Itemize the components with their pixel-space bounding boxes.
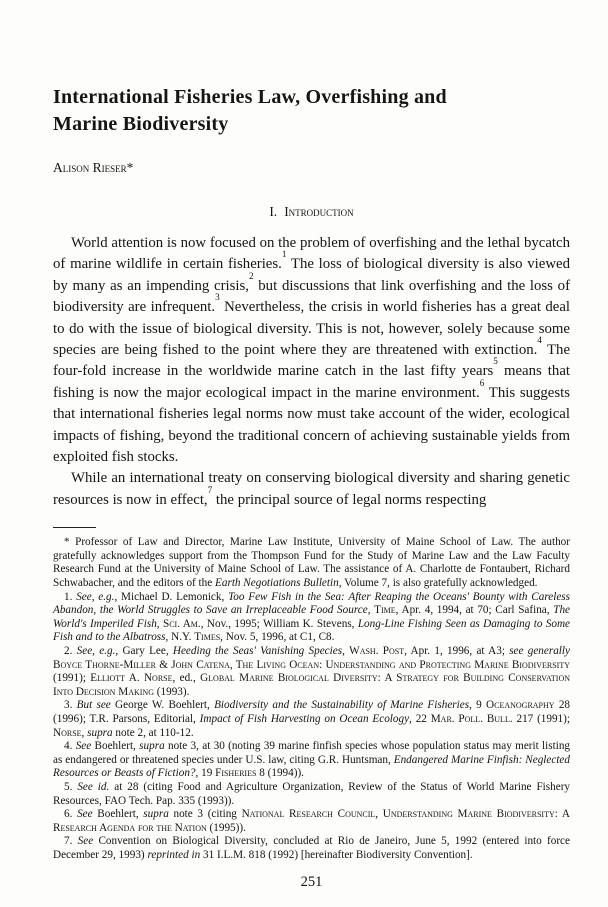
text-segment: , Gary Lee, <box>115 645 173 658</box>
text-segment: but discussions that link overfishing and the loss of biodiversity are infrequent. <box>53 277 571 316</box>
text-segment: note 3 (citing <box>168 808 242 821</box>
text-segment: 1. <box>64 590 77 603</box>
text-segment: , Michael D. Lemonick, <box>114 590 229 603</box>
text-segment: Oceanography <box>486 699 555 712</box>
text-segment: , <box>342 645 350 658</box>
author-name: Alison Rieser <box>53 160 127 175</box>
footnote-5 <box>53 781 570 808</box>
text-segment: Fisheries <box>215 767 257 780</box>
footnote-ref: 3 <box>215 292 220 303</box>
text-segment: note 2, at 110-12. <box>112 726 194 739</box>
footnote-2 <box>53 645 570 699</box>
text-segment: means that fishing is now the major ecological impact in the marine environment. <box>53 363 570 401</box>
body-paragraph-2 <box>53 468 570 511</box>
text-segment: See, e.g. <box>76 590 115 603</box>
text-segment: note 3, at 30 (noting 39 marine finfish species whose population status may merit listing as endangered or threatened species under U.S. law, citing G.R. Huntsman, <box>53 740 571 766</box>
text-segment: National Research Council, Understanding Marine Biodiversity: A Research Agenda for the Nation <box>53 808 571 834</box>
text-segment: Mar. Poll. Bull. <box>430 713 513 725</box>
text-segment: , 22 <box>409 713 431 725</box>
text-segment: See <box>75 740 92 753</box>
text-segment: 31 I.L.M. 818 (1992) [hereinafter Biodiversity Convention]. <box>200 848 473 861</box>
section-heading <box>53 204 570 220</box>
footnote-ref: 5 <box>493 356 498 367</box>
text-segment: , <box>156 617 163 630</box>
text-segment: 217 (1991); <box>512 713 571 725</box>
text-segment: supra <box>139 740 165 753</box>
text-segment: (1991); <box>53 672 91 685</box>
text-segment: , 9 <box>469 699 487 712</box>
text-segment: Biodiversity and the Sustainability of Marine Fisheries <box>214 699 470 712</box>
article-title-line-2: Marine Biodiversity <box>53 113 229 135</box>
text-segment: Nevertheless, the crisis in world fisheries has a great deal to do with the issue of biological diversity. This is not, however, solely because some species are being fished to the point where they are threatened with extinction. <box>53 299 571 359</box>
footnotes-section <box>53 536 570 862</box>
text-segment: Earth Negotiations Bulletin <box>215 577 339 590</box>
text-segment: 2. <box>64 645 77 658</box>
text-segment: Too Few Fish in the Sea: After Reaping the Oceans' Bounty with Careless Abandon, the World Struggles to Save an Irreplaceable Food Source <box>53 590 571 617</box>
text-segment: Endangered Marine Finfish: Neglected Resources or Beasts of Fiction? <box>53 753 570 780</box>
text-segment: George W. Boehlert, <box>110 699 215 712</box>
text-segment: Elliott A. Norse <box>90 672 173 685</box>
body-paragraph-1 <box>53 233 570 468</box>
text-segment: See id. <box>77 780 110 793</box>
text-segment: 4. <box>64 740 76 753</box>
text-segment: The four-fold increase in the worldwide marine catch in the last fifty years <box>53 342 571 380</box>
text-segment: , Volume 7, is also gratefully acknowledged. <box>338 577 538 590</box>
text-segment: See <box>77 808 93 821</box>
footnote-4 <box>53 740 570 781</box>
article-header <box>53 84 570 176</box>
text-segment: , N.Y. <box>165 631 195 644</box>
text-segment: 6. <box>64 808 78 821</box>
footnote-ref: 1 <box>281 249 287 260</box>
text-segment: 8 (1994)). <box>256 767 304 780</box>
text-segment: , <box>81 726 88 739</box>
text-segment: Boyce Thorne-Miller & John Catena, The Living Ocean: Understanding and Protecting Marine Biodiversity <box>53 658 570 671</box>
text-segment: , Nov., 1995; William K. Stevens, <box>200 617 358 630</box>
text-segment: Convention on Biological Diversity, concluded at Rio de Janeiro, June 5, 1992 (entered into force December 29, 1993) <box>53 835 570 861</box>
page-number: 251 <box>300 873 323 890</box>
text-segment: Boehlert, <box>91 740 140 753</box>
text-segment: Heeding the Seas' Vanishing Species <box>172 645 343 658</box>
footnote-ref: 7 <box>207 484 213 495</box>
text-segment: (1995)). <box>206 821 246 834</box>
text-segment: Long-Line Fishing Seen as Damaging to Some Fish and to the Albatross <box>53 617 571 644</box>
section-title: Introduction <box>284 204 354 219</box>
text-segment: , Apr. 1, 1996, at A3; <box>404 645 510 658</box>
text-segment: Boehlert, <box>92 808 144 821</box>
footnote-6 <box>53 808 570 835</box>
text-segment: Time <box>374 604 396 617</box>
text-segment: 7. <box>64 835 78 848</box>
text-segment: 3. <box>64 699 77 712</box>
author-footnote-mark: * <box>126 160 134 175</box>
text-segment: Norse <box>53 726 82 739</box>
text-segment: Times <box>194 631 221 644</box>
text-segment: Wash. Post <box>349 645 405 658</box>
text-segment: World attention is now focused on the problem of overfishing and the lethal bycatch of marine wildlife in certain fisheries. <box>53 235 570 273</box>
footnote-separator <box>53 527 96 528</box>
text-segment: , <box>367 604 375 617</box>
text-segment: supra <box>143 808 169 821</box>
text-segment: , 19 <box>195 767 216 780</box>
footnote-ref: 6 <box>479 377 485 388</box>
footnote-7 <box>53 835 570 862</box>
text-segment: , Nov. 5, 1996, at C1, C8. <box>220 631 335 644</box>
text-segment: 5. <box>64 780 78 793</box>
text-segment: Global Marine Biological Diversity: A Strategy for Building Conservation Into Decision Making <box>53 672 571 698</box>
text-segment: * Professor of Law and Director, Marine Law Institute, University of Maine School of Law. The author gratefully acknowledges support from the Thompson Fund for the Study of Marine Law and the Law Faculty Research Fund at the University of Maine School of Law. The assistance of A. Charlotte de Fontaubert, Richard Schwabacher, and the editors of the <box>53 536 570 590</box>
text-segment: The loss of biological diversity is also viewed by many as an impending crisis, <box>53 256 571 294</box>
text-segment: See <box>77 835 94 848</box>
footnote-ref: 4 <box>537 335 542 346</box>
text-segment: (1993). <box>153 685 190 698</box>
text-segment: reprinted in <box>147 848 201 861</box>
text-segment: Sci. Am. <box>162 617 201 630</box>
text-segment: Impact of Fish Harvesting on Ocean Ecology <box>199 713 410 725</box>
text-segment: the principal source of legal norms respecting <box>212 491 487 508</box>
footnote-star <box>53 536 570 590</box>
footnote-1 <box>53 591 570 645</box>
article-title-line-1: International Fisheries Law, Overfishing and <box>53 86 447 108</box>
text-segment: see generally <box>509 645 570 658</box>
text-segment: at 28 (citing Food and Agriculture Organization, Review of the Status of World Marine Fishery Resources, FAO Tech. Pap. 335 (1993)). <box>53 780 571 807</box>
footnote-ref: 2 <box>248 270 254 281</box>
text-segment: 28 (1996); T.R. Parsons, Editorial, <box>53 699 571 725</box>
article-body <box>53 233 570 511</box>
author-byline <box>53 160 570 176</box>
text-segment: But see <box>76 699 111 712</box>
text-segment: The World's Imperiled Fish <box>53 604 571 630</box>
footnote-3 <box>53 699 570 740</box>
text-segment: , ed., <box>172 672 201 685</box>
section-numeral: I. <box>269 204 278 219</box>
article-title <box>53 84 570 138</box>
text-segment: , Apr. 4, 1994, at 70; Carl Safina, <box>395 604 554 617</box>
text-segment: While an international treaty on conserving biological diversity and sharing genetic resources is now in effect, <box>53 470 570 508</box>
text-segment: See, e.g. <box>76 645 116 658</box>
text-segment: supra <box>87 726 113 739</box>
text-segment: This suggests that international fisheries legal norms now must take account of the wider, ecological impacts of fishing, beyond the traditional concern of achieving sustainable yields from exploited fish stocks. <box>53 384 570 466</box>
